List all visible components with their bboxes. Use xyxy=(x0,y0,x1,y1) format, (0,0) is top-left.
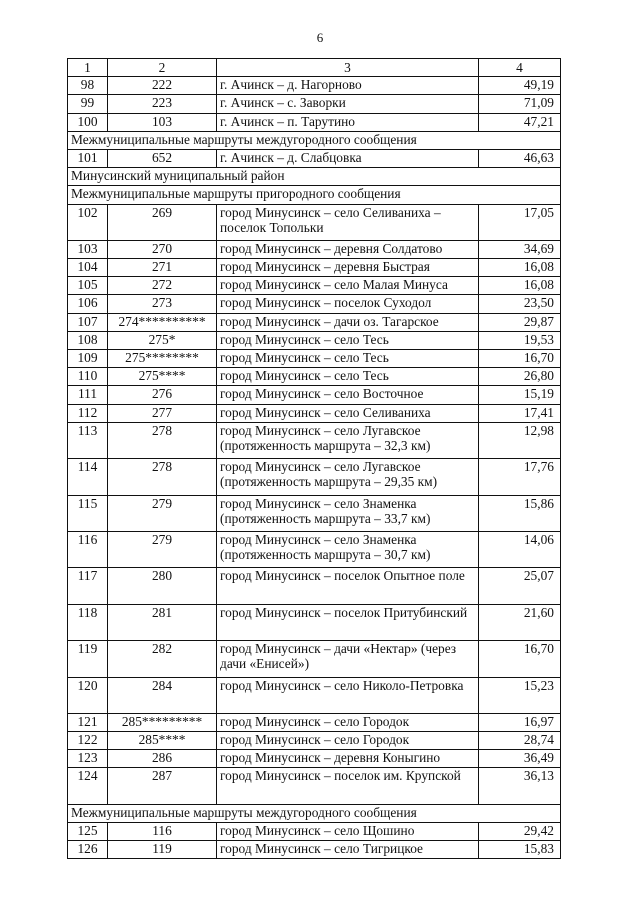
table-row xyxy=(68,713,561,731)
route-name-cell: г. Ачинск – п. Тарутино xyxy=(217,113,479,131)
route-name-cell: город Минусинск – деревня Солдатово xyxy=(217,240,479,258)
route-number-cell: 273 xyxy=(108,295,217,313)
route-number-cell: 116 xyxy=(108,823,217,841)
table-row xyxy=(68,459,561,495)
value-cell: 29,42 xyxy=(479,823,561,841)
route-name-cell: город Минусинск – село Лугавское (протяженность маршрута – 32,3 км) xyxy=(217,422,479,458)
row-number-cell: 116 xyxy=(68,531,108,567)
route-name-cell: город Минусинск – деревня Быстрая xyxy=(217,259,479,277)
page-number: 6 xyxy=(316,30,324,45)
route-number-cell: 280 xyxy=(108,568,217,604)
table-row xyxy=(68,149,561,167)
route-name-cell: город Минусинск – село Знаменка (протяженность маршрута – 30,7 км) xyxy=(217,531,479,567)
route-name-cell: город Минусинск – село Городок xyxy=(217,732,479,750)
route-number-cell: 282 xyxy=(108,641,217,677)
row-number-cell: 125 xyxy=(68,823,108,841)
table-row xyxy=(68,404,561,422)
route-number-cell: 652 xyxy=(108,149,217,167)
value-cell: 49,19 xyxy=(479,77,561,95)
value-cell: 14,06 xyxy=(479,531,561,567)
route-name-cell: город Минусинск – поселок Притубинский xyxy=(217,604,479,640)
header-col-3: 3 xyxy=(217,59,479,77)
route-name-cell: город Минусинск – село Знаменка (протяженность маршрута – 33,7 км) xyxy=(217,495,479,531)
header-col-1: 1 xyxy=(68,59,108,77)
route-name-cell: город Минусинск – деревня Коныгино xyxy=(217,750,479,768)
route-name-cell: г. Ачинск – д. Слабцовка xyxy=(217,149,479,167)
table-row xyxy=(68,368,561,386)
row-number-cell: 110 xyxy=(68,368,108,386)
route-name-cell: город Минусинск – село Николо-Петровка xyxy=(217,677,479,713)
value-cell: 25,07 xyxy=(479,568,561,604)
row-number-cell: 100 xyxy=(68,113,108,131)
table-row xyxy=(68,495,561,531)
value-cell: 16,70 xyxy=(479,641,561,677)
row-number-cell: 102 xyxy=(68,204,108,240)
row-number-cell: 115 xyxy=(68,495,108,531)
row-number-cell: 113 xyxy=(68,422,108,458)
route-number-cell: 281 xyxy=(108,604,217,640)
route-name-cell: город Минусинск – село Селиваниха xyxy=(217,404,479,422)
row-number-cell: 118 xyxy=(68,604,108,640)
header-col-4: 4 xyxy=(479,59,561,77)
value-cell: 26,80 xyxy=(479,368,561,386)
route-number-cell: 284 xyxy=(108,677,217,713)
value-cell: 17,76 xyxy=(479,459,561,495)
value-cell: 29,87 xyxy=(479,313,561,331)
route-name-cell: город Минусинск – село Тесь xyxy=(217,331,479,349)
table-row xyxy=(68,386,561,404)
row-number-cell: 112 xyxy=(68,404,108,422)
row-number-cell: 111 xyxy=(68,386,108,404)
row-number-cell: 105 xyxy=(68,277,108,295)
value-cell: 36,13 xyxy=(479,768,561,804)
route-number-cell: 274********** xyxy=(108,313,217,331)
route-number-cell: 286 xyxy=(108,750,217,768)
section-row xyxy=(68,804,561,822)
table-row xyxy=(68,732,561,750)
value-cell: 23,50 xyxy=(479,295,561,313)
row-number-cell: 123 xyxy=(68,750,108,768)
route-name-cell: город Минусинск – село Городок xyxy=(217,713,479,731)
value-cell: 34,69 xyxy=(479,240,561,258)
row-number-cell: 103 xyxy=(68,240,108,258)
value-cell: 15,86 xyxy=(479,495,561,531)
value-cell: 16,08 xyxy=(479,259,561,277)
route-number-cell: 269 xyxy=(108,204,217,240)
route-number-cell: 275**** xyxy=(108,368,217,386)
row-number-cell: 99 xyxy=(68,95,108,113)
route-number-cell: 270 xyxy=(108,240,217,258)
table-row xyxy=(68,823,561,841)
section-title: Межмуниципальные маршруты междугородного сообщения xyxy=(68,131,561,149)
table-row xyxy=(68,750,561,768)
row-number-cell: 124 xyxy=(68,768,108,804)
table-row xyxy=(68,313,561,331)
section-title: Межмуниципальные маршруты пригородного сообщения xyxy=(68,186,561,204)
table-header-row xyxy=(68,59,561,77)
table-row xyxy=(68,531,561,567)
route-name-cell: город Минусинск – село Щошино xyxy=(217,823,479,841)
row-number-cell: 104 xyxy=(68,259,108,277)
route-number-cell: 275* xyxy=(108,331,217,349)
route-number-cell: 279 xyxy=(108,531,217,567)
route-name-cell: город Минусинск – село Восточное xyxy=(217,386,479,404)
value-cell: 15,23 xyxy=(479,677,561,713)
route-number-cell: 279 xyxy=(108,495,217,531)
value-cell: 19,53 xyxy=(479,331,561,349)
route-name-cell: город Минусинск – село Тесь xyxy=(217,368,479,386)
route-name-cell: город Минусинск – село Малая Минуса xyxy=(217,277,479,295)
route-number-cell: 277 xyxy=(108,404,217,422)
table-row xyxy=(68,95,561,113)
route-number-cell: 275******** xyxy=(108,350,217,368)
row-number-cell: 114 xyxy=(68,459,108,495)
section-row xyxy=(68,186,561,204)
table-row xyxy=(68,277,561,295)
value-cell: 16,08 xyxy=(479,277,561,295)
value-cell: 16,70 xyxy=(479,350,561,368)
route-number-cell: 276 xyxy=(108,386,217,404)
route-name-cell: г. Ачинск – с. Заворки xyxy=(217,95,479,113)
route-name-cell: город Минусинск – поселок им. Крупской xyxy=(217,768,479,804)
row-number-cell: 122 xyxy=(68,732,108,750)
table-row xyxy=(68,240,561,258)
value-cell: 12,98 xyxy=(479,422,561,458)
route-name-cell: город Минусинск – поселок Суходол xyxy=(217,295,479,313)
row-number-cell: 126 xyxy=(68,841,108,859)
row-number-cell: 107 xyxy=(68,313,108,331)
route-name-cell: город Минусинск – село Тигрицкое xyxy=(217,841,479,859)
route-name-cell: город Минусинск – село Тесь xyxy=(217,350,479,368)
route-number-cell: 287 xyxy=(108,768,217,804)
header-col-2: 2 xyxy=(108,59,217,77)
value-cell: 15,83 xyxy=(479,841,561,859)
row-number-cell: 121 xyxy=(68,713,108,731)
route-number-cell: 278 xyxy=(108,459,217,495)
route-name-cell: город Минусинск – село Селиваниха – поселок Топольки xyxy=(217,204,479,240)
table-row xyxy=(68,204,561,240)
route-number-cell: 271 xyxy=(108,259,217,277)
value-cell: 36,49 xyxy=(479,750,561,768)
value-cell: 15,19 xyxy=(479,386,561,404)
section-row xyxy=(68,168,561,186)
value-cell: 46,63 xyxy=(479,149,561,167)
table-row xyxy=(68,768,561,804)
route-name-cell: город Минусинск – село Лугавское (протяженность маршрута – 29,35 км) xyxy=(217,459,479,495)
section-title: Межмуниципальные маршруты междугородного сообщения xyxy=(68,804,561,822)
route-name-cell: город Минусинск – дачи оз. Тагарское xyxy=(217,313,479,331)
row-number-cell: 108 xyxy=(68,331,108,349)
route-name-cell: город Минусинск – поселок Опытное поле xyxy=(217,568,479,604)
route-number-cell: 222 xyxy=(108,77,217,95)
table-row xyxy=(68,677,561,713)
value-cell: 71,09 xyxy=(479,95,561,113)
table-row xyxy=(68,841,561,859)
row-number-cell: 109 xyxy=(68,350,108,368)
table-row xyxy=(68,641,561,677)
value-cell: 17,05 xyxy=(479,204,561,240)
row-number-cell: 117 xyxy=(68,568,108,604)
section-row xyxy=(68,131,561,149)
table-row xyxy=(68,295,561,313)
table-row xyxy=(68,422,561,458)
route-name-cell: г. Ачинск – д. Нагорново xyxy=(217,77,479,95)
value-cell: 28,74 xyxy=(479,732,561,750)
route-number-cell: 285********* xyxy=(108,713,217,731)
value-cell: 17,41 xyxy=(479,404,561,422)
route-number-cell: 272 xyxy=(108,277,217,295)
section-title: Минусинский муниципальный район xyxy=(68,168,561,186)
route-number-cell: 285**** xyxy=(108,732,217,750)
table-row xyxy=(68,604,561,640)
routes-table xyxy=(67,58,561,859)
table-row xyxy=(68,331,561,349)
value-cell: 21,60 xyxy=(479,604,561,640)
route-number-cell: 103 xyxy=(108,113,217,131)
table-row xyxy=(68,259,561,277)
value-cell: 16,97 xyxy=(479,713,561,731)
route-number-cell: 119 xyxy=(108,841,217,859)
route-name-cell: город Минусинск – дачи «Нектар» (через дачи «Енисей») xyxy=(217,641,479,677)
route-number-cell: 223 xyxy=(108,95,217,113)
row-number-cell: 101 xyxy=(68,149,108,167)
row-number-cell: 119 xyxy=(68,641,108,677)
row-number-cell: 98 xyxy=(68,77,108,95)
table-row xyxy=(68,77,561,95)
routes-table-body xyxy=(68,59,561,859)
row-number-cell: 120 xyxy=(68,677,108,713)
route-number-cell: 278 xyxy=(108,422,217,458)
row-number-cell: 106 xyxy=(68,295,108,313)
value-cell: 47,21 xyxy=(479,113,561,131)
table-row xyxy=(68,113,561,131)
table-row xyxy=(68,350,561,368)
table-row xyxy=(68,568,561,604)
